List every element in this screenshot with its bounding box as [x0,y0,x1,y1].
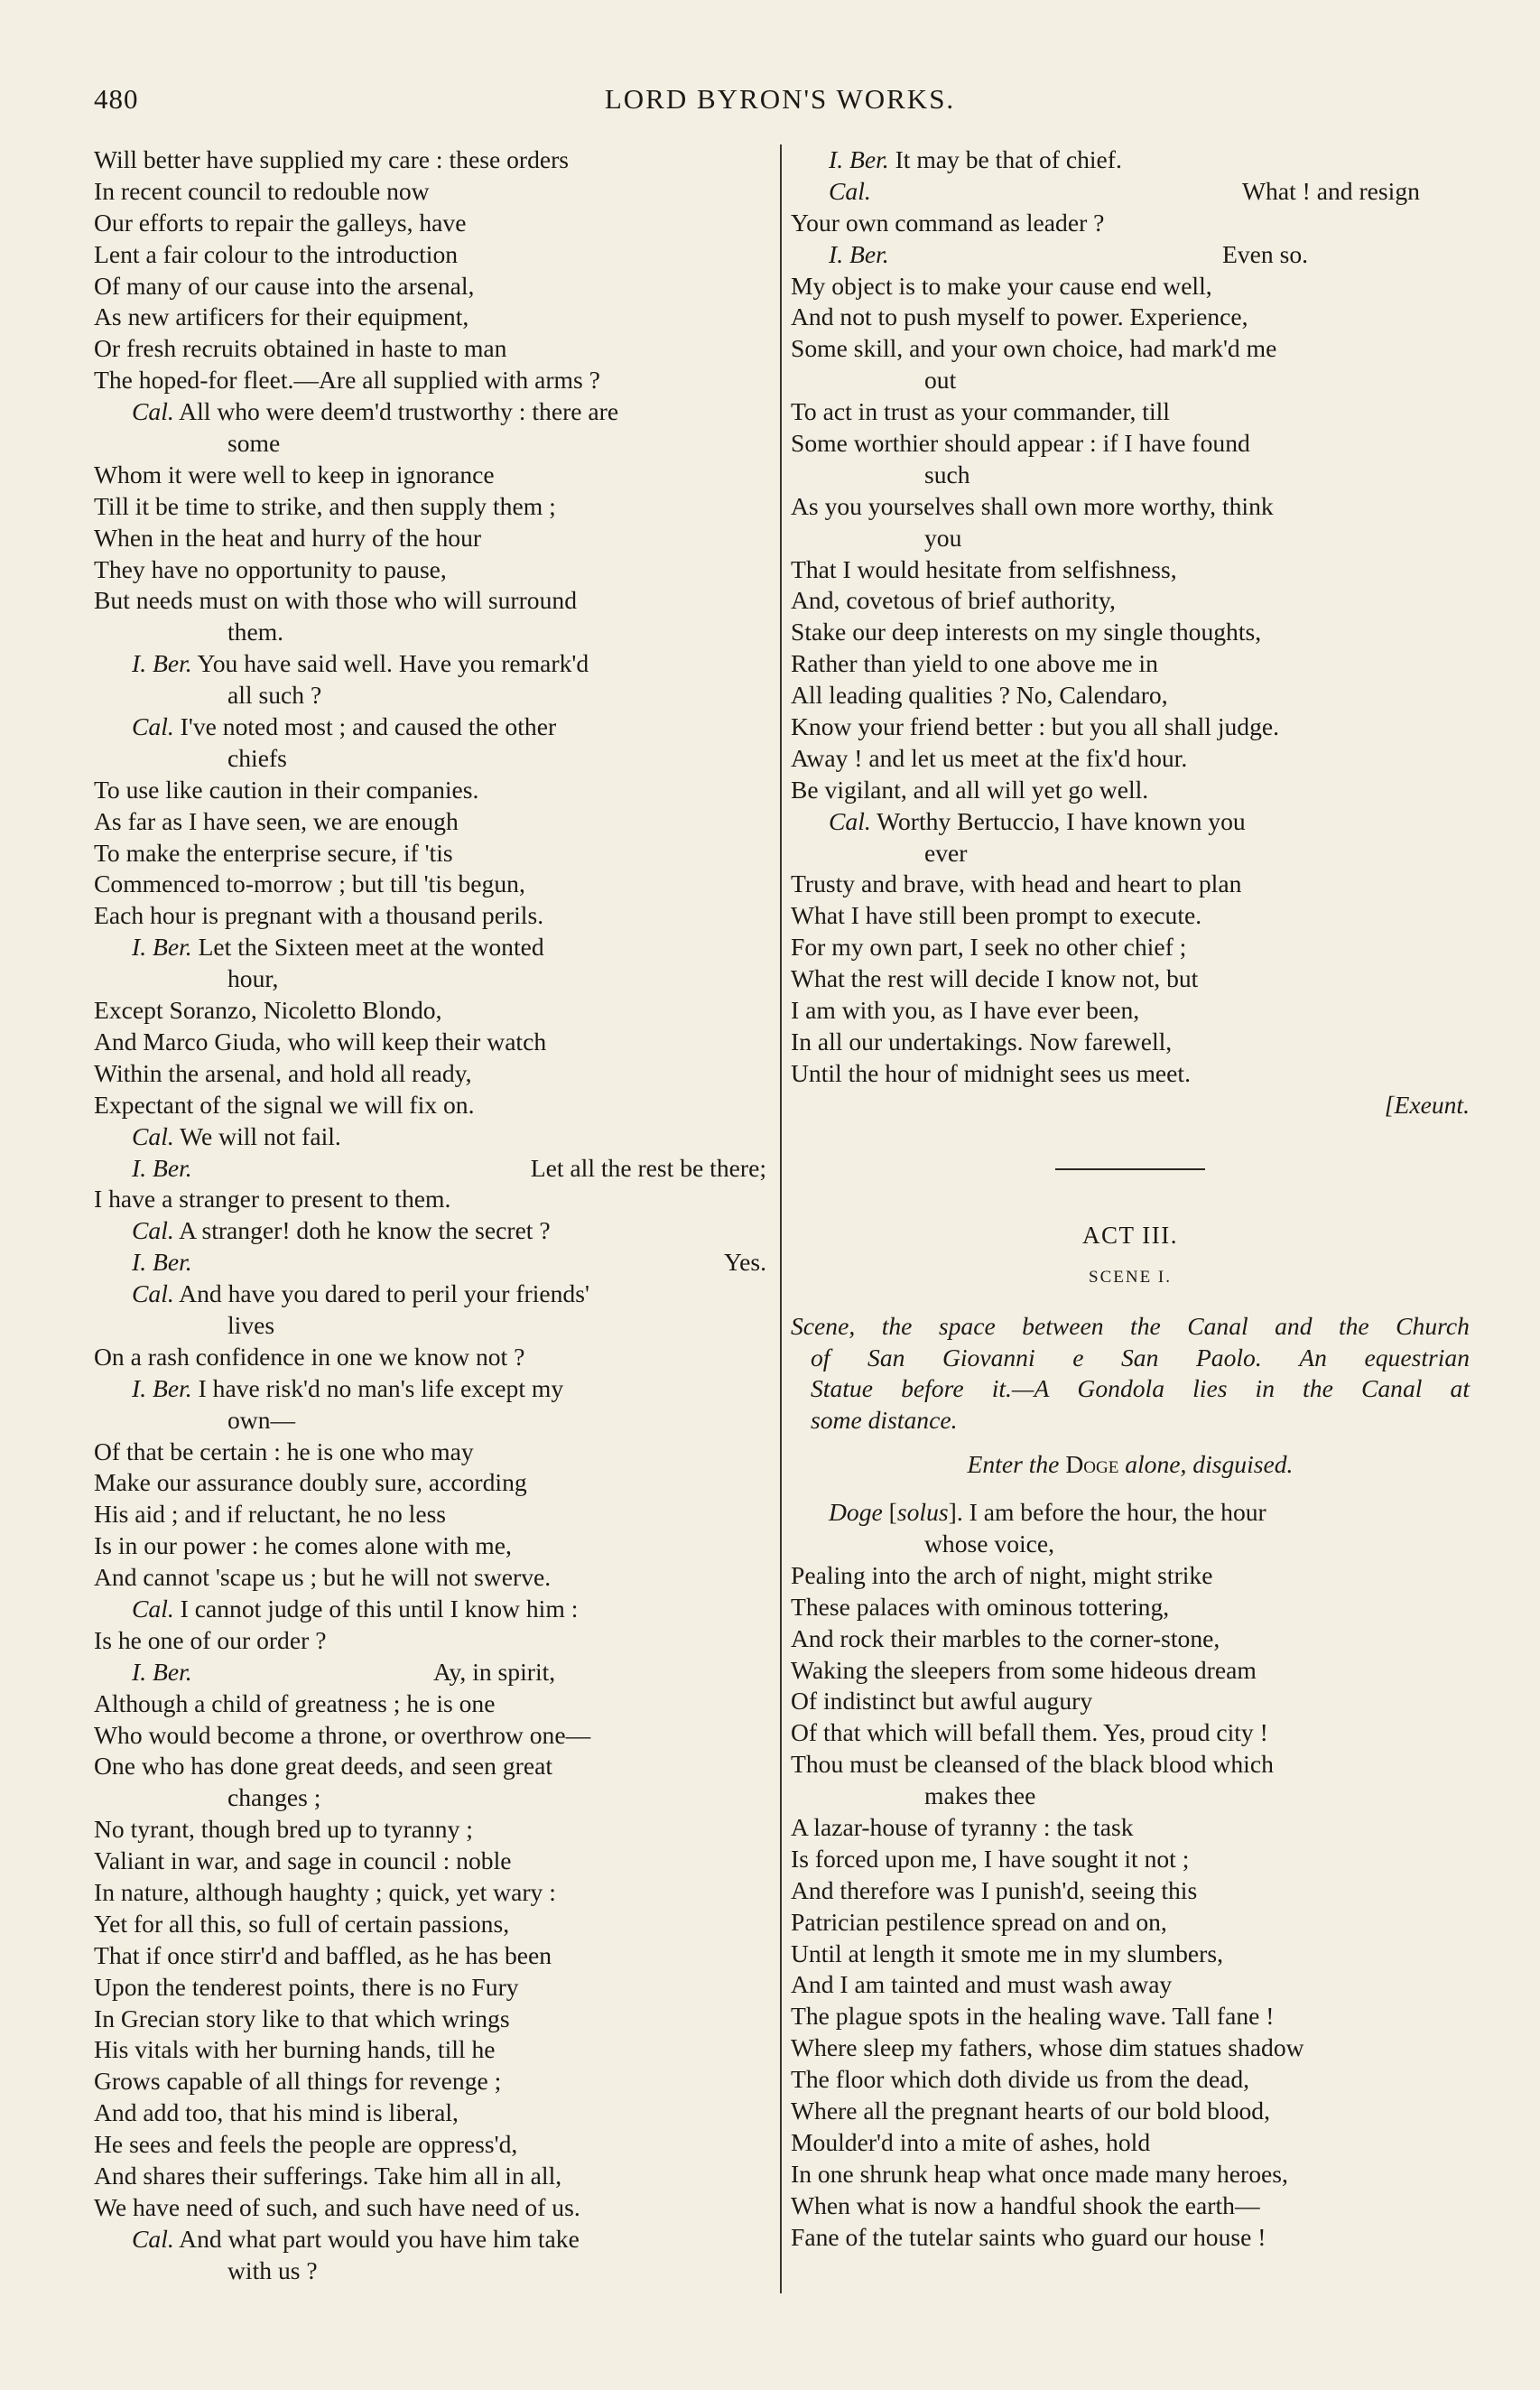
line-text: Valiant in war, and sage in council : noble [94,1846,512,1875]
speaker-name: I. Ber. [132,1373,192,1402]
speaker-name: I. Ber. [829,239,889,268]
verse-line [94,1153,766,1185]
verse-line [94,711,766,743]
line-text: Waking the sleepers from some hideous dream [791,1655,1257,1684]
line-text: Yes. [723,1248,766,1277]
line-text: These palaces with ominous tottering, [791,1592,1170,1621]
verse-line [94,1405,766,1437]
verse-line [94,460,766,491]
verse-line [94,2255,766,2287]
verse-line [791,396,1470,428]
verse-line [94,838,766,870]
verse-line [791,2032,1470,2064]
verse-line [94,1373,766,1405]
verse-line [94,1909,766,1940]
line-text: Commenced to-morrow ; but till 'tis begun, [94,870,525,898]
line-text: And shares their sufferings. Take him all in all, [94,2162,562,2190]
verse-line [791,1969,1470,2001]
verse-line [94,775,766,806]
speaker-name: Cal. [132,1216,174,1245]
line-text: Of that be certain : he is one who may [94,1437,474,1465]
verse-line [94,176,766,208]
running-title: LORD BYRON'S WORKS. [604,83,956,115]
verse-line [791,1655,1470,1687]
line-text: Moulder'd into a mite of ashes, hold [791,2127,1151,2156]
line-text: When in the heat and hurry of the hour [94,523,482,552]
line-text: lives [227,1310,275,1339]
verse-line [94,271,766,302]
verse-line [791,1686,1470,1717]
line-text: All who were deem'd trustworthy : there are [173,397,619,426]
line-text: Or fresh recruits obtained in haste to man [94,334,507,363]
verse-line [94,1121,766,1153]
line-text: Be vigilant, and all will yet go well. [791,775,1149,804]
line-text: For my own part, I seek no other chief ; [791,933,1187,962]
exeunt-direction [791,1090,1470,1121]
speaker-name: Cal. [132,397,174,426]
verse-line [791,2001,1470,2032]
verse-line [791,1529,1470,1560]
verse-line [94,523,766,554]
line-text: Thou must be cleansed of the black blood which [791,1750,1274,1779]
page-number: 480 [94,83,139,115]
line-text: Yet for all this, so full of certain passions, [94,1909,510,1938]
verse-line [94,1562,766,1594]
verse-line [94,932,766,963]
line-text: In nature, although haughty ; quick, yet wary : [94,1877,556,1906]
verse-line [94,1215,766,1247]
verse-line [791,743,1470,775]
line-text: Although a child of greatness ; he is one [94,1688,496,1717]
verse-line [94,963,766,995]
line-text: Know your friend better : but you all shall judge. [791,712,1280,741]
verse-line [791,2064,1470,2096]
line-text: I've noted most ; and caused the other [173,712,557,741]
line-text: Until the hour of midnight sees us meet. [791,1058,1191,1087]
line-text: Of many of our cause into the arsenal, [94,271,475,300]
line-text: [solus]. I am before the hour, the hour [882,1498,1266,1527]
line-text: you [924,523,962,552]
line-text: What ! and resign [1242,176,1420,205]
verse-line [791,648,1470,680]
line-text: He sees and feels the people are oppress'd, [94,2130,518,2159]
verse-line [791,1497,1470,1529]
enter-pre: Enter the [967,1450,1066,1479]
verse-line [791,365,1470,396]
line-text: Let all the rest be there; [530,1153,766,1182]
enter-name: Doge [1065,1450,1119,1479]
speaker-name: I. Ber. [132,1248,192,1277]
verse-line [94,1972,766,2004]
verse-line [791,1592,1470,1623]
line-text: As far as I have seen, we are enough [94,806,459,835]
line-text: That I would hesitate from selfishness, [791,554,1177,583]
line-text: Make our assurance doubly sure, according [94,1468,527,1497]
verse-line [94,1499,766,1530]
line-text: They have no opportunity to pause, [94,554,447,583]
verse-line [791,932,1470,963]
verse-line [791,1844,1470,1875]
line-text: The floor which doth divide us from the dead, [791,2065,1250,2094]
line-text: What I have still been prompt to execute. [791,901,1202,930]
line-text: whose voice, [924,1529,1055,1558]
line-text: Patrician pestilence spread on and on, [791,1907,1167,1936]
right-column-dialogue [791,144,1470,1090]
line-text: Even so. [1222,239,1309,268]
line-text: Expectant of the signal we will fix on. [94,1090,475,1119]
verse-line [94,1751,766,1782]
verse-line [791,1939,1470,1970]
doge-soliloquy [791,1497,1470,2253]
speaker-name: Cal. [132,712,174,741]
verse-line [791,775,1470,806]
verse-line [94,806,766,838]
verse-line [94,1720,766,1752]
verse-line [94,869,766,900]
line-text: As new artificers for their equipment, [94,302,469,331]
speaker-name: Cal. [829,176,871,205]
line-text: with us ? [227,2255,318,2284]
verse-line [791,963,1470,995]
speaker-name: Cal. [132,1121,174,1150]
verse-line [94,585,766,617]
verse-line [791,585,1470,617]
line-text: In all our undertakings. Now farewell, [791,1027,1173,1056]
speaker-name: I. Ber. [132,933,192,962]
verse-line [791,302,1470,333]
line-text: And cannot 'scape us ; but he will not swerve. [94,1563,552,1592]
speaker-name: I. Ber. [132,1153,192,1182]
line-text: Within the arsenal, and hold all ready, [94,1058,472,1087]
verse-line [94,208,766,239]
verse-line [94,743,766,775]
verse-line [791,617,1470,648]
line-text: them. [227,618,284,646]
line-text: Till it be time to strike, and then supply them ; [94,491,556,520]
line-text: Is he one of our order ? [94,1625,327,1654]
verse-line [791,1781,1470,1812]
verse-line [94,1594,766,1625]
line-text: Of indistinct but awful augury [791,1687,1093,1716]
verse-line [791,806,1470,838]
speaker-name: I. Ber. [132,1657,192,1686]
verse-line [94,1184,766,1215]
verse-line [94,1782,766,1814]
verse-line [94,239,766,271]
verse-line [94,1437,766,1468]
line-text: And rock their marbles to the corner-stone, [791,1623,1220,1652]
verse-line [94,2192,766,2224]
right-column [791,144,1470,2253]
line-text: Of that which will befall them. Yes, proud city ! [791,1718,1268,1747]
verse-line [791,428,1470,460]
line-text: ever [924,838,968,867]
verse-line [791,1560,1470,1592]
verse-line [791,1058,1470,1090]
line-text: When what is now a handful shook the earth— [791,2190,1260,2219]
line-text: hour, [227,964,279,993]
line-text: Your own command as leader ? [791,208,1105,237]
verse-line [791,900,1470,932]
line-text: Pealing into the arch of night, might strike [791,1560,1213,1589]
verse-line [791,1907,1470,1939]
line-text: Our efforts to repair the galleys, have [94,208,467,237]
verse-line [94,1279,766,1310]
verse-line [94,2066,766,2097]
line-text: makes thee [924,1781,1036,1810]
verse-line [791,176,1470,208]
verse-line [94,2224,766,2255]
line-text: And I am tainted and must wash away [791,1970,1173,1999]
line-text: His aid ; and if reluctant, he no less [94,1500,447,1529]
line-text: Ay, in spirit, [433,1657,556,1686]
verse-line [94,428,766,460]
verse-line [791,271,1470,302]
line-text: We have need of such, and such have need of us. [94,2192,580,2221]
line-text: In recent council to redouble now [94,176,430,205]
column-divider [780,144,782,2293]
verse-line [791,239,1470,271]
line-text: all such ? [227,681,322,710]
line-text: You have said well. Have you remark'd [191,649,589,678]
verse-line [94,1058,766,1090]
line-text: Some skill, and your own choice, had mark'd me [791,334,1277,363]
verse-line [94,491,766,523]
line-text: Each hour is pregnant with a thousand perils. [94,901,544,930]
line-text: Worthy Bertuccio, I have known you [870,806,1246,835]
line-text: And have you dared to peril your friends' [173,1279,589,1308]
verse-line [94,302,766,333]
verse-line [94,1846,766,1877]
verse-line [791,1812,1470,1844]
verse-line [791,2159,1470,2190]
line-text: I have a stranger to present to them. [94,1185,451,1214]
verse-line [94,1247,766,1279]
line-text: And Marco Giuda, who will keep their watch [94,1027,547,1056]
verse-line [791,1717,1470,1749]
line-text: Where all the pregnant hearts of our bold blood, [791,2096,1271,2125]
line-text: As you yourselves shall own more worthy, think [791,491,1274,520]
verse-line [94,2161,766,2192]
line-text: Except Soranzo, Nicoletto Blondo, [94,996,442,1025]
left-column [94,144,766,2287]
line-text: To act in trust as your commander, till [791,397,1170,426]
line-text: Who would become a throne, or overthrow one— [94,1720,591,1749]
verse-line [94,2004,766,2035]
verse-line [791,680,1470,711]
line-text: Whom it were well to keep in ignorance [94,460,495,488]
line-text: Trusty and brave, with head and heart to plan [791,870,1242,898]
verse-line [94,1530,766,1562]
line-text: Some worthier should appear : if I have found [791,429,1250,458]
verse-line [94,995,766,1027]
line-text: That if once stirr'd and baffled, as he has been [94,1940,552,1969]
line-text: His vitals with her burning hands, till he [94,2035,496,2064]
speaker-name: Cal. [132,1594,174,1623]
line-text: A stranger! doth he know the secret ? [173,1216,551,1245]
line-text: To use like caution in their companies. [94,775,479,804]
verse-line [791,838,1470,870]
line-text: I have risk'd no man's life except my [191,1373,564,1402]
line-text: such [924,460,970,488]
verse-line [94,2097,766,2129]
verse-line [791,523,1470,554]
line-text: And not to push myself to power. Experience, [791,302,1248,331]
line-text: Is in our power : he comes alone with me, [94,1531,512,1560]
verse-line [94,1814,766,1846]
line-text: The hoped-for fleet.—Are all supplied with arms ? [94,366,600,395]
verse-line [94,680,766,711]
scene-heading: SCENE I. [1089,1267,1172,1287]
act-heading: ACT III. [1082,1221,1178,1249]
line-text: And, covetous of brief authority, [791,586,1116,615]
verse-line [94,1090,766,1121]
line-text: On a rash confidence in one we know not ? [94,1342,525,1371]
verse-line [791,554,1470,586]
verse-line [791,460,1470,491]
verse-line [94,1940,766,1972]
verse-line [791,2222,1470,2254]
line-text: No tyrant, though bred up to tyranny ; [94,1815,473,1844]
verse-line [791,2127,1470,2159]
entrance-direction [791,1449,1470,1481]
line-text: But needs must on with those who will surround [94,586,577,615]
line-text: Stake our deep interests on my single thoughts, [791,618,1262,646]
verse-line [791,491,1470,523]
line-text: Fane of the tutelar saints who guard our house ! [791,2222,1266,2251]
line-text: Away ! and let us meet at the fix'd hour. [791,743,1188,772]
line-text: And therefore was I punish'd, seeing this [791,1875,1198,1904]
verse-line [791,1749,1470,1781]
verse-line [94,1342,766,1373]
stage-direction [791,1311,1470,1437]
line-text: What the rest will decide I know not, but [791,964,1199,993]
verse-line [94,333,766,365]
line-text: In one shrunk heap what once made many heroes, [791,2159,1288,2188]
stage-direction-line: Statue before it.—A Gondola lies in the Canal at [811,1374,1470,1403]
verse-line [791,144,1470,176]
stage-direction-line: of San Giovanni e San Paolo. An equestrian [811,1343,1470,1372]
verse-line [791,2190,1470,2222]
line-text: My object is to make your cause end well, [791,271,1212,300]
line-text: Let the Sixteen meet at the wonted [191,933,544,962]
line-text: Grows capable of all things for revenge ; [94,2067,502,2096]
verse-line [791,2096,1470,2127]
line-text: The plague spots in the healing wave. Tall fane ! [791,2002,1275,2031]
verse-line [791,333,1470,365]
line-text: chiefs [227,743,287,772]
line-text: All leading qualities ? No, Calendaro, [791,681,1168,710]
speaker-name: Cal. [132,1279,174,1308]
verse-line [94,617,766,648]
stage-direction-line: Scene, the space between the Canal and the Church [791,1311,1470,1340]
line-text: Is forced upon me, I have sought it not ; [791,1844,1190,1873]
speaker-name: Cal. [829,806,871,835]
verse-line [94,2129,766,2161]
line-text: Lent a fair colour to the introduction [94,239,459,268]
speaker-name: Doge [829,1498,883,1527]
verse-line [791,1623,1470,1655]
verse-line [94,1310,766,1342]
verse-line [94,1027,766,1058]
line-text: And add too, that his mind is liberal, [94,2098,459,2127]
verse-line [94,144,766,176]
line-text: It may be that of chief. [888,145,1122,173]
verse-line [94,396,766,428]
page-header [94,83,1466,123]
line-text: To make the enterprise secure, if 'tis [94,838,453,867]
verse-line [94,1467,766,1499]
verse-line [791,995,1470,1027]
verse-line [791,208,1470,239]
line-text: Rather than yield to one above me in [791,649,1158,678]
line-text: Until at length it smote me in my slumbers, [791,1939,1224,1967]
line-text: Where sleep my fathers, whose dim statues shadow [791,2033,1304,2062]
exeunt-text: [Exeunt. [1384,1090,1470,1119]
verse-line [94,1877,766,1909]
line-text: A lazar-house of tyranny : the task [791,1812,1134,1841]
speaker-name: Cal. [132,2224,174,2253]
speaker-name: I. Ber. [829,145,889,173]
section-rule [1055,1168,1205,1170]
line-text: Will better have supplied my care : these orders [94,145,570,173]
verse-line [791,869,1470,900]
verse-line [94,648,766,680]
verse-line [94,1625,766,1657]
line-text: We will not fail. [173,1121,341,1150]
verse-line [94,2034,766,2066]
verse-line [791,1027,1470,1058]
verse-line [94,1657,766,1688]
stage-direction-line: some distance. [811,1406,958,1435]
line-text: out [924,366,957,395]
verse-line [94,365,766,396]
verse-line [94,900,766,932]
speaker-name: I. Ber. [132,649,192,678]
line-text: One who has done great deeds, and seen great [94,1752,552,1781]
line-text: Upon the tenderest points, there is no Fury [94,1972,519,2001]
verse-line [791,711,1470,743]
line-text: I am with you, as I have ever been, [791,996,1140,1025]
line-text: In Grecian story like to that which wrings [94,2004,510,2032]
verse-line [94,554,766,586]
line-text: I cannot judge of this until I know him : [173,1594,579,1623]
line-text: And what part would you have him take [173,2224,580,2253]
line-text: own— [227,1405,296,1434]
line-text: changes ; [227,1783,321,1812]
enter-post: alone, disguised. [1118,1450,1294,1479]
verse-line [791,1875,1470,1907]
verse-line [94,1688,766,1720]
line-text: some [227,429,281,458]
